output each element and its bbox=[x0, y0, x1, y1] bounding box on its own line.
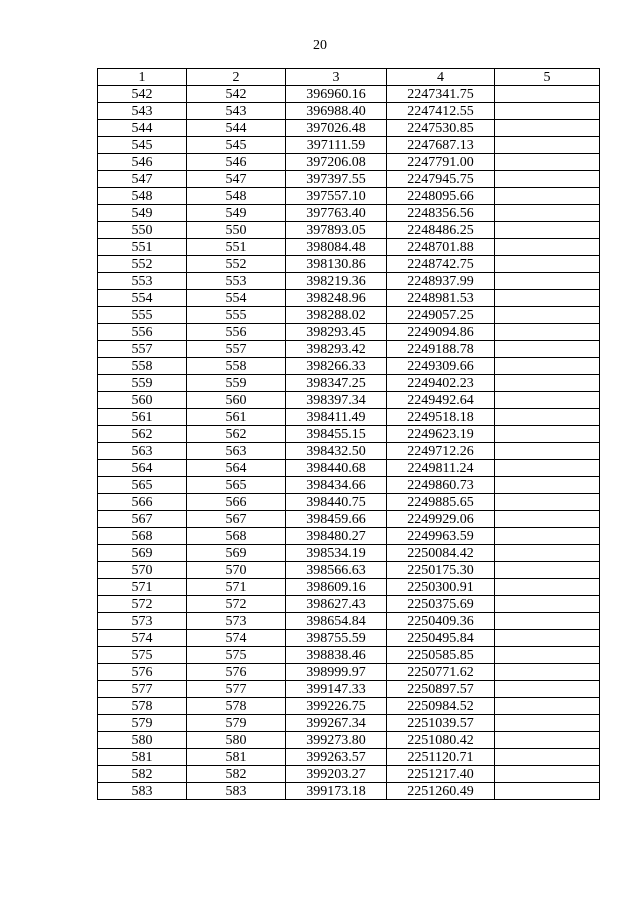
note-cell bbox=[495, 749, 600, 766]
note-cell bbox=[495, 732, 600, 749]
point-number-cell: 580 bbox=[98, 732, 187, 749]
point-id-cell: 576 bbox=[187, 664, 286, 681]
note-cell bbox=[495, 222, 600, 239]
x-coordinate-cell: 397557.10 bbox=[286, 188, 387, 205]
point-id-cell: 566 bbox=[187, 494, 286, 511]
x-coordinate-cell: 398219.36 bbox=[286, 273, 387, 290]
y-coordinate-cell: 2249811.24 bbox=[387, 460, 495, 477]
point-id-cell: 568 bbox=[187, 528, 286, 545]
table-row bbox=[98, 528, 600, 545]
point-number-cell: 579 bbox=[98, 715, 187, 732]
x-coordinate-cell: 398288.02 bbox=[286, 307, 387, 324]
point-number-cell: 568 bbox=[98, 528, 187, 545]
point-number-cell: 561 bbox=[98, 409, 187, 426]
note-cell bbox=[495, 528, 600, 545]
table-row bbox=[98, 494, 600, 511]
point-number-cell: 549 bbox=[98, 205, 187, 222]
note-cell bbox=[495, 783, 600, 800]
point-id-cell: 564 bbox=[187, 460, 286, 477]
y-coordinate-cell: 2250897.57 bbox=[387, 681, 495, 698]
table-row bbox=[98, 171, 600, 188]
note-cell bbox=[495, 647, 600, 664]
table-row bbox=[98, 681, 600, 698]
y-coordinate-cell: 2249929.06 bbox=[387, 511, 495, 528]
table-row bbox=[98, 477, 600, 494]
table-row bbox=[98, 324, 600, 341]
page-number: 20 bbox=[313, 38, 327, 53]
point-number-cell: 560 bbox=[98, 392, 187, 409]
table-row bbox=[98, 732, 600, 749]
note-cell bbox=[495, 239, 600, 256]
coordinates-table bbox=[97, 68, 600, 800]
x-coordinate-cell: 398654.84 bbox=[286, 613, 387, 630]
y-coordinate-cell: 2248095.66 bbox=[387, 188, 495, 205]
x-coordinate-cell: 398266.33 bbox=[286, 358, 387, 375]
y-coordinate-cell: 2249623.19 bbox=[387, 426, 495, 443]
x-coordinate-cell: 399226.75 bbox=[286, 698, 387, 715]
column-header-1: 1 bbox=[98, 69, 187, 86]
point-number-cell: 583 bbox=[98, 783, 187, 800]
x-coordinate-cell: 398293.45 bbox=[286, 324, 387, 341]
y-coordinate-cell: 2251260.49 bbox=[387, 783, 495, 800]
x-coordinate-cell: 399273.80 bbox=[286, 732, 387, 749]
table-row bbox=[98, 154, 600, 171]
point-number-cell: 542 bbox=[98, 86, 187, 103]
y-coordinate-cell: 2247791.00 bbox=[387, 154, 495, 171]
point-number-cell: 557 bbox=[98, 341, 187, 358]
point-id-cell: 569 bbox=[187, 545, 286, 562]
note-cell bbox=[495, 120, 600, 137]
x-coordinate-cell: 398434.66 bbox=[286, 477, 387, 494]
y-coordinate-cell: 2250175.30 bbox=[387, 562, 495, 579]
note-cell bbox=[495, 273, 600, 290]
point-id-cell: 567 bbox=[187, 511, 286, 528]
table-row bbox=[98, 426, 600, 443]
table-row bbox=[98, 256, 600, 273]
point-number-cell: 562 bbox=[98, 426, 187, 443]
point-number-cell: 556 bbox=[98, 324, 187, 341]
column-header-3: 3 bbox=[286, 69, 387, 86]
table-row bbox=[98, 664, 600, 681]
table-row bbox=[98, 392, 600, 409]
x-coordinate-cell: 398347.25 bbox=[286, 375, 387, 392]
y-coordinate-cell: 2247530.85 bbox=[387, 120, 495, 137]
table-row bbox=[98, 409, 600, 426]
y-coordinate-cell: 2251120.71 bbox=[387, 749, 495, 766]
y-coordinate-cell: 2251039.57 bbox=[387, 715, 495, 732]
y-coordinate-cell: 2249518.18 bbox=[387, 409, 495, 426]
x-coordinate-cell: 398248.96 bbox=[286, 290, 387, 307]
note-cell bbox=[495, 460, 600, 477]
x-coordinate-cell: 396988.40 bbox=[286, 103, 387, 120]
point-id-cell: 562 bbox=[187, 426, 286, 443]
point-id-cell: 556 bbox=[187, 324, 286, 341]
y-coordinate-cell: 2248701.88 bbox=[387, 239, 495, 256]
table-row bbox=[98, 511, 600, 528]
note-cell bbox=[495, 358, 600, 375]
note-cell bbox=[495, 511, 600, 528]
point-number-cell: 573 bbox=[98, 613, 187, 630]
point-id-cell: 558 bbox=[187, 358, 286, 375]
point-id-cell: 565 bbox=[187, 477, 286, 494]
point-id-cell: 572 bbox=[187, 596, 286, 613]
point-number-cell: 572 bbox=[98, 596, 187, 613]
note-cell bbox=[495, 256, 600, 273]
point-id-cell: 555 bbox=[187, 307, 286, 324]
y-coordinate-cell: 2249492.64 bbox=[387, 392, 495, 409]
point-number-cell: 555 bbox=[98, 307, 187, 324]
y-coordinate-cell: 2247341.75 bbox=[387, 86, 495, 103]
point-id-cell: 571 bbox=[187, 579, 286, 596]
table-row bbox=[98, 307, 600, 324]
point-number-cell: 546 bbox=[98, 154, 187, 171]
y-coordinate-cell: 2249963.59 bbox=[387, 528, 495, 545]
note-cell bbox=[495, 137, 600, 154]
note-cell bbox=[495, 307, 600, 324]
y-coordinate-cell: 2250771.62 bbox=[387, 664, 495, 681]
x-coordinate-cell: 396960.16 bbox=[286, 86, 387, 103]
point-id-cell: 560 bbox=[187, 392, 286, 409]
table-row bbox=[98, 358, 600, 375]
table-row bbox=[98, 137, 600, 154]
y-coordinate-cell: 2250409.36 bbox=[387, 613, 495, 630]
note-cell bbox=[495, 494, 600, 511]
y-coordinate-cell: 2248981.53 bbox=[387, 290, 495, 307]
point-id-cell: 579 bbox=[187, 715, 286, 732]
point-id-cell: 578 bbox=[187, 698, 286, 715]
point-id-cell: 544 bbox=[187, 120, 286, 137]
y-coordinate-cell: 2250375.69 bbox=[387, 596, 495, 613]
note-cell bbox=[495, 698, 600, 715]
y-coordinate-cell: 2249402.23 bbox=[387, 375, 495, 392]
y-coordinate-cell: 2250984.52 bbox=[387, 698, 495, 715]
note-cell bbox=[495, 630, 600, 647]
x-coordinate-cell: 399147.33 bbox=[286, 681, 387, 698]
x-coordinate-cell: 398838.46 bbox=[286, 647, 387, 664]
point-id-cell: 582 bbox=[187, 766, 286, 783]
table-row bbox=[98, 103, 600, 120]
point-number-cell: 578 bbox=[98, 698, 187, 715]
point-id-cell: 580 bbox=[187, 732, 286, 749]
note-cell bbox=[495, 681, 600, 698]
point-number-cell: 551 bbox=[98, 239, 187, 256]
table-row bbox=[98, 443, 600, 460]
table-row bbox=[98, 375, 600, 392]
note-cell bbox=[495, 154, 600, 171]
note-cell bbox=[495, 664, 600, 681]
point-id-cell: 561 bbox=[187, 409, 286, 426]
point-number-cell: 543 bbox=[98, 103, 187, 120]
x-coordinate-cell: 398411.49 bbox=[286, 409, 387, 426]
note-cell bbox=[495, 409, 600, 426]
x-coordinate-cell: 398130.86 bbox=[286, 256, 387, 273]
y-coordinate-cell: 2249309.66 bbox=[387, 358, 495, 375]
x-coordinate-cell: 397111.59 bbox=[286, 137, 387, 154]
point-number-cell: 581 bbox=[98, 749, 187, 766]
point-id-cell: 573 bbox=[187, 613, 286, 630]
point-id-cell: 557 bbox=[187, 341, 286, 358]
x-coordinate-cell: 398440.68 bbox=[286, 460, 387, 477]
x-coordinate-cell: 398459.66 bbox=[286, 511, 387, 528]
table-body bbox=[98, 86, 600, 800]
x-coordinate-cell: 398084.48 bbox=[286, 239, 387, 256]
x-coordinate-cell: 398534.19 bbox=[286, 545, 387, 562]
table-row bbox=[98, 647, 600, 664]
x-coordinate-cell: 398397.34 bbox=[286, 392, 387, 409]
point-id-cell: 543 bbox=[187, 103, 286, 120]
y-coordinate-cell: 2247412.55 bbox=[387, 103, 495, 120]
y-coordinate-cell: 2251080.42 bbox=[387, 732, 495, 749]
y-coordinate-cell: 2248486.25 bbox=[387, 222, 495, 239]
x-coordinate-cell: 399263.57 bbox=[286, 749, 387, 766]
y-coordinate-cell: 2247687.13 bbox=[387, 137, 495, 154]
point-number-cell: 564 bbox=[98, 460, 187, 477]
note-cell bbox=[495, 86, 600, 103]
note-cell bbox=[495, 426, 600, 443]
point-number-cell: 558 bbox=[98, 358, 187, 375]
table-row bbox=[98, 460, 600, 477]
point-number-cell: 559 bbox=[98, 375, 187, 392]
note-cell bbox=[495, 375, 600, 392]
point-id-cell: 545 bbox=[187, 137, 286, 154]
y-coordinate-cell: 2249188.78 bbox=[387, 341, 495, 358]
table-row bbox=[98, 341, 600, 358]
point-id-cell: 575 bbox=[187, 647, 286, 664]
point-id-cell: 553 bbox=[187, 273, 286, 290]
table-row bbox=[98, 783, 600, 800]
point-number-cell: 550 bbox=[98, 222, 187, 239]
point-id-cell: 559 bbox=[187, 375, 286, 392]
y-coordinate-cell: 2250300.91 bbox=[387, 579, 495, 596]
point-id-cell: 552 bbox=[187, 256, 286, 273]
x-coordinate-cell: 398440.75 bbox=[286, 494, 387, 511]
note-cell bbox=[495, 103, 600, 120]
table-row bbox=[98, 613, 600, 630]
table-row bbox=[98, 630, 600, 647]
table-row bbox=[98, 205, 600, 222]
point-number-cell: 570 bbox=[98, 562, 187, 579]
y-coordinate-cell: 2249094.86 bbox=[387, 324, 495, 341]
y-coordinate-cell: 2250495.84 bbox=[387, 630, 495, 647]
y-coordinate-cell: 2249860.73 bbox=[387, 477, 495, 494]
y-coordinate-cell: 2248356.56 bbox=[387, 205, 495, 222]
table-row bbox=[98, 222, 600, 239]
note-cell bbox=[495, 579, 600, 596]
x-coordinate-cell: 397763.40 bbox=[286, 205, 387, 222]
y-coordinate-cell: 2249885.65 bbox=[387, 494, 495, 511]
table-row bbox=[98, 766, 600, 783]
point-id-cell: 542 bbox=[187, 86, 286, 103]
x-coordinate-cell: 398566.63 bbox=[286, 562, 387, 579]
point-number-cell: 552 bbox=[98, 256, 187, 273]
x-coordinate-cell: 399203.27 bbox=[286, 766, 387, 783]
column-header-2: 2 bbox=[187, 69, 286, 86]
note-cell bbox=[495, 341, 600, 358]
x-coordinate-cell: 397026.48 bbox=[286, 120, 387, 137]
point-id-cell: 577 bbox=[187, 681, 286, 698]
point-number-cell: 544 bbox=[98, 120, 187, 137]
y-coordinate-cell: 2250585.85 bbox=[387, 647, 495, 664]
point-id-cell: 547 bbox=[187, 171, 286, 188]
table-row bbox=[98, 120, 600, 137]
x-coordinate-cell: 398480.27 bbox=[286, 528, 387, 545]
column-header-5: 5 bbox=[495, 69, 600, 86]
x-coordinate-cell: 397397.55 bbox=[286, 171, 387, 188]
note-cell bbox=[495, 443, 600, 460]
note-cell bbox=[495, 766, 600, 783]
point-number-cell: 548 bbox=[98, 188, 187, 205]
y-coordinate-cell: 2249712.26 bbox=[387, 443, 495, 460]
table-row bbox=[98, 290, 600, 307]
x-coordinate-cell: 399267.34 bbox=[286, 715, 387, 732]
table-row bbox=[98, 749, 600, 766]
note-cell bbox=[495, 613, 600, 630]
y-coordinate-cell: 2247945.75 bbox=[387, 171, 495, 188]
point-id-cell: 563 bbox=[187, 443, 286, 460]
point-number-cell: 571 bbox=[98, 579, 187, 596]
x-coordinate-cell: 398293.42 bbox=[286, 341, 387, 358]
point-id-cell: 549 bbox=[187, 205, 286, 222]
point-id-cell: 583 bbox=[187, 783, 286, 800]
note-cell bbox=[495, 715, 600, 732]
note-cell bbox=[495, 392, 600, 409]
point-id-cell: 554 bbox=[187, 290, 286, 307]
note-cell bbox=[495, 205, 600, 222]
table-row bbox=[98, 562, 600, 579]
point-id-cell: 550 bbox=[187, 222, 286, 239]
point-number-cell: 577 bbox=[98, 681, 187, 698]
note-cell bbox=[495, 290, 600, 307]
point-number-cell: 547 bbox=[98, 171, 187, 188]
note-cell bbox=[495, 171, 600, 188]
note-cell bbox=[495, 596, 600, 613]
point-number-cell: 565 bbox=[98, 477, 187, 494]
point-number-cell: 567 bbox=[98, 511, 187, 528]
note-cell bbox=[495, 324, 600, 341]
note-cell bbox=[495, 477, 600, 494]
y-coordinate-cell: 2248742.75 bbox=[387, 256, 495, 273]
y-coordinate-cell: 2250084.42 bbox=[387, 545, 495, 562]
note-cell bbox=[495, 188, 600, 205]
point-number-cell: 576 bbox=[98, 664, 187, 681]
y-coordinate-cell: 2248937.99 bbox=[387, 273, 495, 290]
point-id-cell: 581 bbox=[187, 749, 286, 766]
point-id-cell: 548 bbox=[187, 188, 286, 205]
point-id-cell: 570 bbox=[187, 562, 286, 579]
table-row bbox=[98, 273, 600, 290]
table-row bbox=[98, 188, 600, 205]
table-row bbox=[98, 596, 600, 613]
table-row bbox=[98, 86, 600, 103]
point-number-cell: 554 bbox=[98, 290, 187, 307]
note-cell bbox=[495, 562, 600, 579]
table-row bbox=[98, 545, 600, 562]
x-coordinate-cell: 398455.15 bbox=[286, 426, 387, 443]
note-cell bbox=[495, 545, 600, 562]
point-id-cell: 574 bbox=[187, 630, 286, 647]
point-number-cell: 575 bbox=[98, 647, 187, 664]
header-row bbox=[98, 69, 600, 86]
x-coordinate-cell: 398755.59 bbox=[286, 630, 387, 647]
x-coordinate-cell: 397206.08 bbox=[286, 154, 387, 171]
table-row bbox=[98, 715, 600, 732]
x-coordinate-cell: 398627.43 bbox=[286, 596, 387, 613]
x-coordinate-cell: 397893.05 bbox=[286, 222, 387, 239]
x-coordinate-cell: 398999.97 bbox=[286, 664, 387, 681]
y-coordinate-cell: 2251217.40 bbox=[387, 766, 495, 783]
point-number-cell: 566 bbox=[98, 494, 187, 511]
point-number-cell: 569 bbox=[98, 545, 187, 562]
table-row bbox=[98, 239, 600, 256]
point-number-cell: 582 bbox=[98, 766, 187, 783]
point-number-cell: 553 bbox=[98, 273, 187, 290]
point-id-cell: 546 bbox=[187, 154, 286, 171]
column-header-4: 4 bbox=[387, 69, 495, 86]
point-id-cell: 551 bbox=[187, 239, 286, 256]
x-coordinate-cell: 398609.16 bbox=[286, 579, 387, 596]
point-number-cell: 545 bbox=[98, 137, 187, 154]
point-number-cell: 563 bbox=[98, 443, 187, 460]
point-number-cell: 574 bbox=[98, 630, 187, 647]
y-coordinate-cell: 2249057.25 bbox=[387, 307, 495, 324]
x-coordinate-cell: 399173.18 bbox=[286, 783, 387, 800]
table-header bbox=[98, 69, 600, 86]
x-coordinate-cell: 398432.50 bbox=[286, 443, 387, 460]
table-row bbox=[98, 698, 600, 715]
table-row bbox=[98, 579, 600, 596]
